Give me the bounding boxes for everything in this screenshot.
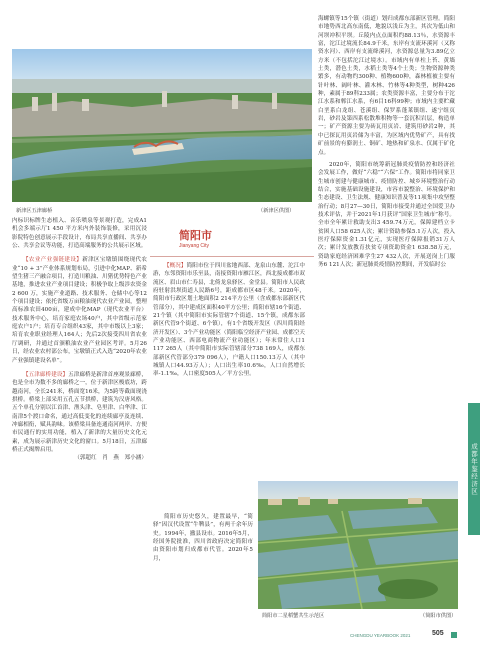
- rice-field-image: [258, 481, 458, 609]
- section-tag-agri: 【农业产业强链建设】: [23, 257, 83, 264]
- left-para-1: 内标识标牌生态植入、音乐喷泉等景观打造，完成A1 机会多端示厅1 450 平方米内外装饰装修，采用沉浸影院特色创意展示手段设计，布局共享直播间、共享办公、共享会议等功能，打造高端服务的公共展示区域。: [12, 218, 147, 250]
- left-column: [12, 217, 147, 463]
- bottom-photo-credit: （简阳市供图）: [420, 613, 457, 619]
- section-title: 简阳市: [179, 229, 212, 242]
- page-number: 505: [432, 630, 444, 637]
- top-photo-caption: 新津区五津廊桥: [16, 208, 53, 214]
- aerial-bridge-image: [12, 49, 312, 202]
- page-number-marker: [451, 632, 457, 638]
- section-tag-bridge: 【五津廊桥建设】: [23, 371, 69, 378]
- section-tag-overview: 【概况】: [164, 263, 187, 269]
- right-column: [318, 15, 455, 269]
- right-para-1: 海螺镇等15个镇（街道）划归成都东部新区管理。简阳市地势西北高东南低，地貌以浅丘为主，其次为低山和河坝冲积平坝。丘陵内点点面积约88.13％，水资源丰富，沱江过境流长84.9千米，东岸有支流环溪河（又称资水河）、西岸有支流绛溪河，水资源总量为3.89亿立方米（不包括沱江过境水）。市域内有单柱上苔、黄墙土类，潜色土类，水稻土类等4个土类；生物资源种类繁多，有动物约300种、植物600种，森林植被主要有针叶林、阔叶林、灌木林、竹林等4种类型，树种426种，素属于89科233属；农类资源丰富，主要分布于沱江水系和郫江水系，有6目16科99种；市域内主要贮藏白垩系白龙组、苍溪组、保罗系蓬莱镇组、遂宁组页岩，砂岩及第四系松散堆积物等一套沉积岩层，构造单一；矿产资源主要为砖瓦用页岩、建筑用砂岩2种，其中已探瓦用页岩储为丰富，为区域内优势矿产，具有找矿前景的有膨润土、铜矿、地热和矿泉水、仅属于矿化点。: [318, 16, 455, 156]
- left-para-3: 【五津廊桥建设】五津廊桥是新津首座观景廊桥，也是全市为数不多的廊桥之一，位于新津区梭底坊，跨越南河，全长241米，桥面宽16米，为5跨等截面现浇拱桥。桥梁上部采用五孔五节拱桥，建筑为汉唐风格。五个单孔分别以江首津、渔头津、皂里津、白华津、江南津5个渡口命名，通过高低变化的连续廊亭及连续、冲廊相衔，赋具韵味。该桥梁具备连通南河两岸、方便市民通行的实用功能，植入了新津的大量历史文化元素，成为展示新津历史文化的窗口。5月18日，五津廊桥正式揭牌启用。: [12, 371, 147, 453]
- top-photo: [12, 49, 312, 202]
- section-divider: [150, 256, 314, 257]
- author-signature: （郭超红 肖 燕 郑小涵）: [74, 455, 147, 462]
- section-header: [179, 227, 299, 249]
- bottom-photo: [258, 481, 458, 609]
- middle-column: [153, 262, 305, 379]
- section-subtitle: Jianyang City: [179, 243, 210, 249]
- mid-para-2: 简阳市历史悠久，建置最早，“简驿”因汉代设置“牛鞞县”，有两千余年历史。1994年，撤县设市。2016年5月，经国务院批准，四川省政府决定简阳市由资阳市划归成都市代管。2020年5月，: [153, 514, 253, 562]
- chapter-side-tab: 成都年鉴经济区: [468, 403, 480, 535]
- yearbook-label: CHENGDU YEARBOOK 2021: [350, 633, 411, 638]
- mid-para-1: 【概况】简阳市位于四川盆地西部、龙泉山东麓、沱江中游，东邻资阳市乐至县，南接资阳市雁江区，西北接成都市双流区、眉山市仁寿县，北倚龙泉驿区、金堂县。简阳市人民政府驻射洪坝街道人民路6号，距成都市区48千米。2020年，简阳市行政区划土地面积2 214平方公里（含成都东部新区代管部分），其中建成区面积40平方公里；简阳市辖16个街道、21个镇（其中简阳市实际管辖7个街道、15个镇，成都东部新区代管9个街道、6个镇），有1个省级开发区（四川简阳经济开发区）、3个产业功能区（简阳临空经济产业园、成都空天产业功能区、西部电商物流产业功能区）；年末常住人口1 117 265人（其中简阳市实际管辖部分738 169人，成都东部新区代管部分379 096人），户籍人口150.13万人（其中城镇人口44.93万人）；人口出生率10.6‰，人口自然增长率-1.1‰，人口密度505人／平方公里。: [153, 263, 305, 378]
- right-para-2: 2020年，简阳市统筹新冠肺炎疫情防控和经济社会发展工作，做好“六稳”“六保”工作。简阳市将同家卫生城市创建与健康城市、疫情防控、城乡环境整治行动结合，实施基础设施建设，市容市貌整治、环境保护和生态建设、卫生法规、健康知识普及等11项集中攻坚整治行动；8月27—30日，简阳市接受并通过全国爱卫办技术评估，并于2021年1月获评“国家卫生城市”称号。全市全年累计救助支出3 459.74万元，保障建档立卡贫困人口58 625人次；累计资助参保5.1万人次，投入医疗保障资金1.31亿元，实现医疗保障报销31万人次；累计发放教育扶贫专项资助资金1 638.58万元，资助家庭经济困难学生27 432人次，开展送岗上门服务6 121人次；新冠肺炎疫情防控期间，开发临时公: [318, 161, 455, 268]
- left-para-2: 【农业产业强链建设】新津区宝墩镇围绕现代农业“10 + 3”产业体系规划布局，引进中化MAP、新希望生猪三产融合项目，打造川粮油、川猪优势特色产业基地，推进农业产业项目建设；积极争取上级涉农资金2 600 万，实施产业道路、技术服务、仓储中心等12个项目建设；依托省级万亩粮油现代农业产业园，整理高标准农田400亩，建成中化MAP（现代农业平台）技术服务中心，培育家庭农场40户，其中省级示范家庭农户1户；培育专合组织43家，其中市级以上3家；培育农业职业经理人164人；先后2次接受四川省农业厅调研，并通过首颁粮油农业产业园区考评。5月26日，经农业农村部公布，宝墩镇正式入选“2020年农业产业强镇建设名单”。: [12, 257, 147, 364]
- bottom-photo-caption: 简阳市二星稻蟹共生示范区: [262, 613, 325, 619]
- middle-column-continued: [153, 513, 253, 563]
- top-photo-credit: （新津区供图）: [258, 208, 295, 214]
